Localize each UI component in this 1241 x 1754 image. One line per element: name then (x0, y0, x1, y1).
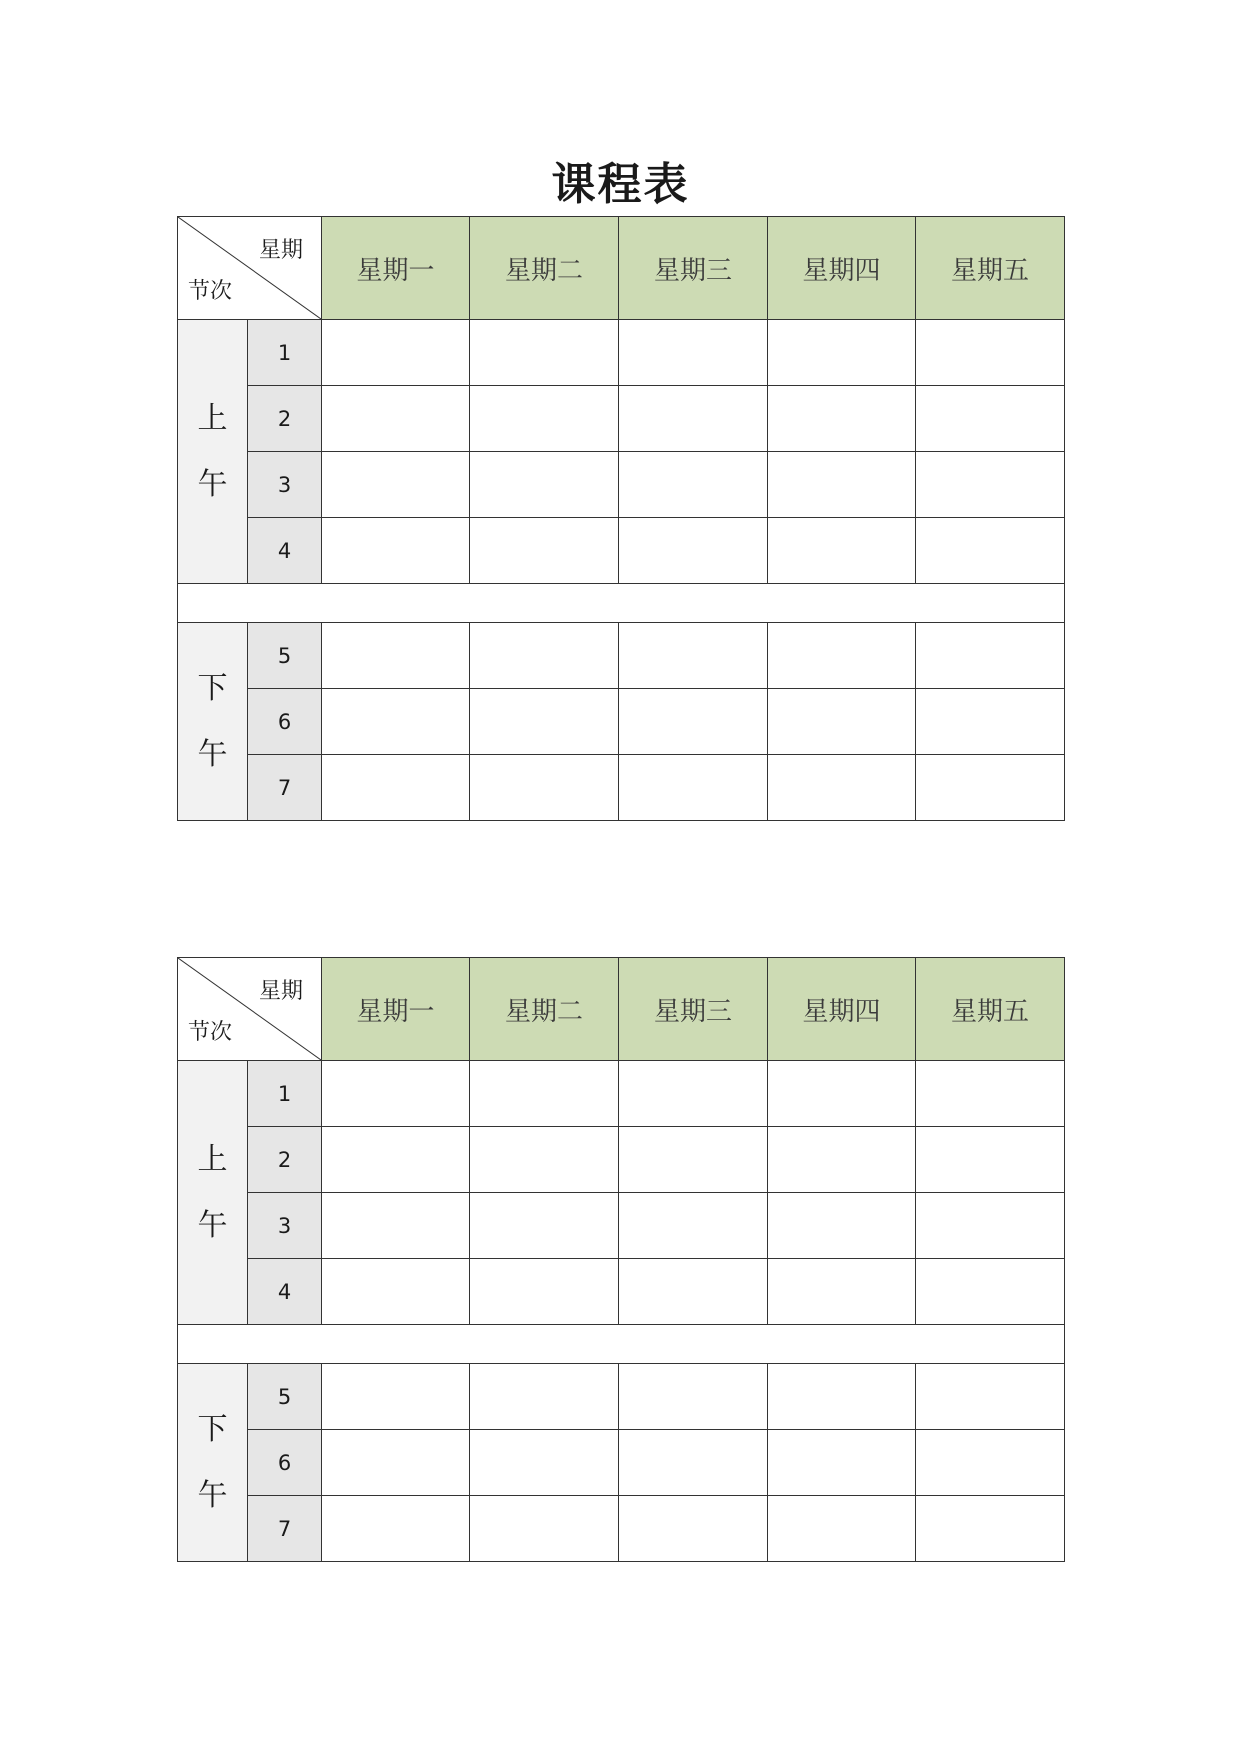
schedule-cell[interactable] (768, 1061, 916, 1127)
period-number: 6 (248, 689, 322, 755)
schedule-cell[interactable] (470, 1364, 619, 1430)
afternoon-session-cell (178, 1364, 248, 1562)
day-header-monday: 星期一 (322, 217, 470, 320)
day-header-monday: 星期一 (322, 958, 470, 1061)
schedule-cell[interactable] (768, 1193, 916, 1259)
day-header-tuesday: 星期二 (470, 217, 619, 320)
schedule-cell[interactable] (322, 1193, 470, 1259)
schedule-cell[interactable] (470, 755, 619, 821)
corner-period-label: 节次 (188, 279, 233, 304)
corner-header-cell (178, 958, 322, 1061)
morning-session-cell (178, 320, 248, 584)
table-row (178, 755, 1065, 821)
day-header-friday: 星期五 (916, 217, 1065, 320)
schedule-cell[interactable] (916, 1061, 1065, 1127)
schedule-cell[interactable] (916, 452, 1065, 518)
schedule-cell[interactable] (470, 320, 619, 386)
table-row (178, 689, 1065, 755)
corner-period-label: 节次 (188, 1020, 233, 1045)
morning-session-cell (178, 1061, 248, 1325)
schedule-cell[interactable] (768, 386, 916, 452)
period-number: 1 (248, 320, 322, 386)
schedule-cell[interactable] (916, 518, 1065, 584)
table-row (178, 452, 1065, 518)
table-row (178, 623, 1065, 689)
session-char: 上 (197, 400, 228, 436)
period-number: 5 (248, 623, 322, 689)
schedule-cell[interactable] (619, 1193, 768, 1259)
schedule-cell[interactable] (322, 1430, 470, 1496)
period-number: 7 (248, 755, 322, 821)
period-number: 3 (248, 1193, 322, 1259)
day-header-thursday: 星期四 (768, 958, 916, 1061)
schedule-cell[interactable] (619, 518, 768, 584)
day-header-thursday: 星期四 (768, 217, 916, 320)
table-row (178, 1259, 1065, 1325)
table-row (178, 1364, 1065, 1430)
period-number: 4 (248, 1259, 322, 1325)
table-row (178, 518, 1065, 584)
period-number: 3 (248, 452, 322, 518)
day-header-wednesday: 星期三 (619, 958, 768, 1061)
period-number: 4 (248, 518, 322, 584)
afternoon-session-cell (178, 623, 248, 821)
table-row (178, 1193, 1065, 1259)
schedule-cell[interactable] (470, 1259, 619, 1325)
table-row (178, 1496, 1065, 1562)
schedule-cell[interactable] (916, 1127, 1065, 1193)
schedule-cell[interactable] (768, 452, 916, 518)
schedule-cell[interactable] (470, 518, 619, 584)
day-header-wednesday: 星期三 (619, 217, 768, 320)
schedule-cell[interactable] (470, 1193, 619, 1259)
day-header-tuesday: 星期二 (470, 958, 619, 1061)
header-row (178, 217, 1065, 320)
table-row (178, 320, 1065, 386)
schedule-cell[interactable] (619, 320, 768, 386)
schedule-cell[interactable] (619, 1259, 768, 1325)
schedule-cell[interactable] (470, 1430, 619, 1496)
lunch-break-cell[interactable] (178, 1325, 1065, 1364)
schedule-cell[interactable] (768, 1430, 916, 1496)
schedule-cell[interactable] (470, 1127, 619, 1193)
lunch-break-cell[interactable] (178, 584, 1065, 623)
session-char: 午 (197, 466, 228, 502)
schedule-cell[interactable] (619, 386, 768, 452)
schedule-cell[interactable] (768, 689, 916, 755)
schedule-cell[interactable] (470, 386, 619, 452)
schedule-cell[interactable] (768, 518, 916, 584)
schedule-cell[interactable] (322, 1496, 470, 1562)
schedule-cell[interactable] (916, 320, 1065, 386)
schedule-cell[interactable] (619, 1127, 768, 1193)
schedule-cell[interactable] (322, 452, 470, 518)
period-number: 2 (248, 386, 322, 452)
schedule-cell[interactable] (916, 755, 1065, 821)
schedule-cell[interactable] (322, 755, 470, 821)
period-number: 1 (248, 1061, 322, 1127)
schedule-cell[interactable] (768, 755, 916, 821)
session-char: 午 (197, 1477, 228, 1513)
period-number: 7 (248, 1496, 322, 1562)
schedule-cell[interactable] (916, 623, 1065, 689)
schedule-cell[interactable] (322, 623, 470, 689)
header-row (178, 958, 1065, 1061)
session-char: 下 (197, 670, 228, 706)
schedule-cell[interactable] (768, 1127, 916, 1193)
period-number: 2 (248, 1127, 322, 1193)
table-row (178, 1061, 1065, 1127)
schedule-cell[interactable] (470, 1496, 619, 1562)
schedule-cell[interactable] (619, 755, 768, 821)
day-header-friday: 星期五 (916, 958, 1065, 1061)
schedule-cell[interactable] (619, 1496, 768, 1562)
schedule-cell[interactable] (768, 623, 916, 689)
session-char: 午 (197, 736, 228, 772)
schedule-cell[interactable] (470, 452, 619, 518)
timetable (177, 216, 1065, 821)
schedule-cell[interactable] (916, 1430, 1065, 1496)
schedule-cell[interactable] (619, 1061, 768, 1127)
session-char: 下 (197, 1411, 228, 1447)
schedule-cell[interactable] (470, 689, 619, 755)
schedule-cell[interactable] (916, 386, 1065, 452)
schedule-cell[interactable] (916, 1259, 1065, 1325)
schedule-cell[interactable] (916, 1193, 1065, 1259)
schedule-cell[interactable] (768, 1259, 916, 1325)
period-number: 6 (248, 1430, 322, 1496)
corner-weekday-label: 星期 (258, 238, 303, 263)
schedule-cell[interactable] (322, 689, 470, 755)
lunch-break-row (178, 584, 1065, 623)
corner-weekday-label: 星期 (258, 979, 303, 1004)
schedule-cell[interactable] (768, 1496, 916, 1562)
schedule-cell[interactable] (470, 1061, 619, 1127)
schedule-cell[interactable] (619, 1430, 768, 1496)
schedule-cell[interactable] (916, 1496, 1065, 1562)
schedule-cell[interactable] (322, 386, 470, 452)
schedule-cell[interactable] (619, 623, 768, 689)
corner-header-cell (178, 217, 322, 320)
period-number: 5 (248, 1364, 322, 1430)
schedule-cell[interactable] (322, 1259, 470, 1325)
schedule-cell[interactable] (322, 518, 470, 584)
timetable (177, 957, 1065, 1562)
table-row (178, 1127, 1065, 1193)
schedule-cell[interactable] (768, 320, 916, 386)
session-char: 上 (197, 1141, 228, 1177)
schedule-cell[interactable] (322, 320, 470, 386)
schedule-cell[interactable] (619, 452, 768, 518)
schedule-cell[interactable] (322, 1061, 470, 1127)
table-row (178, 386, 1065, 452)
session-char: 午 (197, 1207, 228, 1243)
page-title: 课程表 (551, 159, 690, 210)
schedule-cell[interactable] (322, 1127, 470, 1193)
schedule-cell[interactable] (619, 1364, 768, 1430)
schedule-cell[interactable] (619, 689, 768, 755)
schedule-cell[interactable] (322, 1364, 470, 1430)
schedule-cell[interactable] (916, 689, 1065, 755)
schedule-cell[interactable] (916, 1364, 1065, 1430)
table-row (178, 1430, 1065, 1496)
lunch-break-row (178, 1325, 1065, 1364)
schedule-cell[interactable] (768, 1364, 916, 1430)
schedule-cell[interactable] (470, 623, 619, 689)
